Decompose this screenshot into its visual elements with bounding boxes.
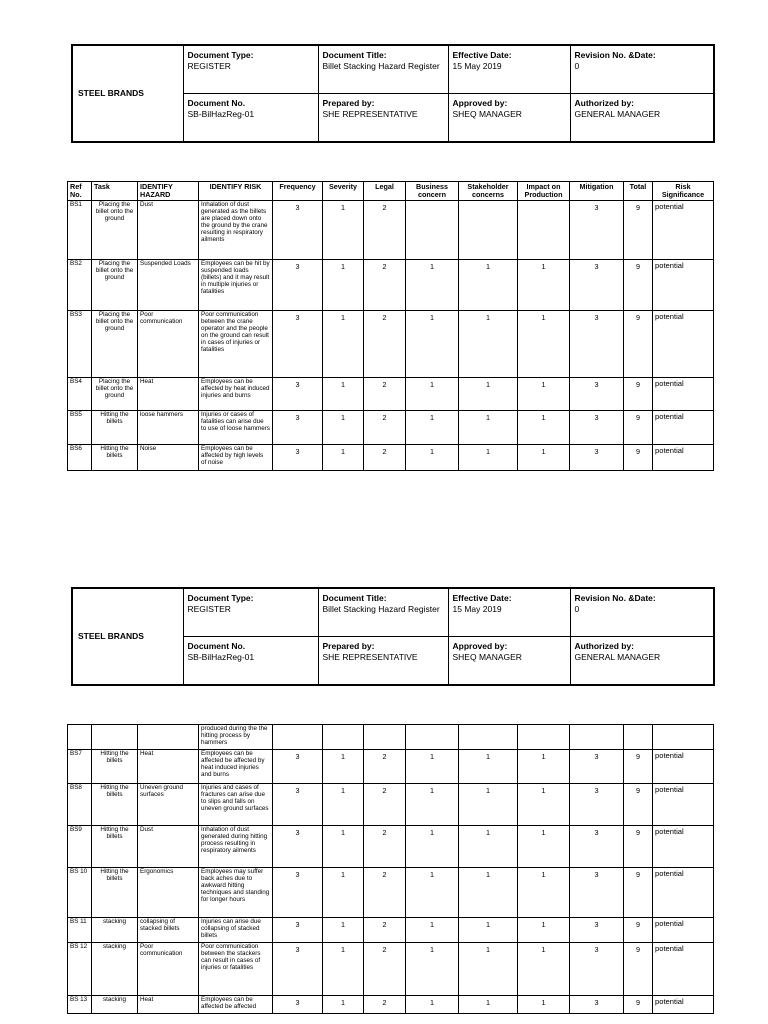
- frequency-cell: 3: [273, 784, 323, 826]
- business-concern-cell: 1: [406, 826, 459, 868]
- risk-cell: Injuries can arise due collapsing of stacked billets: [199, 918, 273, 943]
- col-header: Severity: [323, 182, 364, 201]
- col-header: Frequency: [273, 182, 323, 201]
- legal-cell: 2: [364, 996, 406, 1014]
- impact-cell: 1: [518, 918, 570, 943]
- hazard-cell: collapsing of stacked billets: [138, 918, 199, 943]
- legal-cell: 2: [364, 411, 406, 445]
- document-header-1: [71, 44, 715, 143]
- business-concern-cell: 1: [406, 445, 459, 471]
- mitigation-cell: 3: [570, 201, 624, 260]
- task-cell: stacking: [92, 918, 138, 943]
- total-cell: 9: [624, 826, 653, 868]
- document-header-2: [71, 587, 715, 686]
- col-header: Business concern: [406, 182, 459, 201]
- col-header: Risk Significance: [653, 182, 714, 201]
- severity-cell: 1: [323, 378, 364, 411]
- table-row: [68, 918, 714, 943]
- frequency-cell: 3: [273, 378, 323, 411]
- task-cell: Placing the billet onto the ground: [92, 201, 138, 260]
- frequency-cell: 3: [273, 943, 323, 996]
- risk-cell: Employees can be affected by heat induced injuries and burns: [199, 378, 273, 411]
- severity-cell: 1: [323, 445, 364, 471]
- risk-significance-cell: potential: [653, 378, 714, 411]
- ref-cell: BS7: [68, 750, 92, 784]
- impact-cell: 1: [518, 311, 570, 378]
- frequency-cell: 3: [273, 826, 323, 868]
- mitigation-cell: 3: [570, 378, 624, 411]
- mitigation-cell: 3: [570, 868, 624, 918]
- hazard-cell: Uneven ground surfaces: [138, 784, 199, 826]
- hazard-cell: Heat: [138, 378, 199, 411]
- ref-cell: BS 13: [68, 996, 92, 1014]
- ref-cell: BS 11: [68, 918, 92, 943]
- legal-cell: 2: [364, 826, 406, 868]
- ref-cell: BS8: [68, 784, 92, 826]
- stakeholder-cell: 1: [459, 378, 518, 411]
- business-concern-cell: 1: [406, 784, 459, 826]
- risk-significance-cell: potential: [653, 411, 714, 445]
- business-concern-cell: 1: [406, 918, 459, 943]
- hazard-cell: Poor communication: [138, 943, 199, 996]
- business-concern-cell: [406, 201, 459, 260]
- total-cell: 9: [624, 260, 653, 311]
- impact-cell: 1: [518, 378, 570, 411]
- table-row: [68, 868, 714, 918]
- stakeholder-cell: 1: [459, 996, 518, 1014]
- ref-cell: BS 12: [68, 943, 92, 996]
- mitigation-cell: 3: [570, 918, 624, 943]
- col-header: Ref No.: [68, 182, 92, 201]
- severity-cell: 1: [323, 311, 364, 378]
- task-cell: stacking: [92, 943, 138, 996]
- severity-cell: 1: [323, 411, 364, 445]
- col-header: IDENTIFY RISK: [199, 182, 273, 201]
- mitigation-cell: 3: [570, 784, 624, 826]
- table-row: [68, 260, 714, 311]
- ref-cell: BS6: [68, 445, 92, 471]
- business-concern-cell: 1: [406, 311, 459, 378]
- mitigation-cell: 3: [570, 411, 624, 445]
- stakeholder-cell: 1: [459, 411, 518, 445]
- ref-cell: BS9: [68, 826, 92, 868]
- frequency-cell: 3: [273, 996, 323, 1014]
- risk-cell: Employees can be affected be affected by heat induced injuries and burns: [199, 750, 273, 784]
- task-cell: Hitting the billets: [92, 750, 138, 784]
- effective-date-cell: Effective Date: 15 May 2019: [448, 45, 570, 94]
- severity-cell: 1: [323, 260, 364, 311]
- frequency-cell: 3: [273, 750, 323, 784]
- legal-cell: 2: [364, 918, 406, 943]
- table-row: [68, 311, 714, 378]
- business-concern-cell: 1: [406, 750, 459, 784]
- risk-cell: Inhalation of dust generated during hitting process resulting in respiratory ailments: [199, 826, 273, 868]
- stakeholder-cell: 1: [459, 260, 518, 311]
- task-cell: Placing the billet onto the ground: [92, 311, 138, 378]
- ref-cell: BS3: [68, 311, 92, 378]
- mitigation-cell: 3: [570, 826, 624, 868]
- impact-cell: 1: [518, 784, 570, 826]
- authorized-cell: Authorized by: GENERAL MANAGER: [570, 94, 714, 143]
- business-concern-cell: 1: [406, 943, 459, 996]
- risk-significance-cell: potential: [653, 784, 714, 826]
- total-cell: 9: [624, 784, 653, 826]
- stakeholder-cell: 1: [459, 784, 518, 826]
- table-row: [68, 445, 714, 471]
- table-row: [68, 411, 714, 445]
- doc-type-cell: Document Type: REGISTER: [183, 588, 318, 637]
- col-header: Mitigation: [570, 182, 624, 201]
- severity-cell: 1: [323, 996, 364, 1014]
- legal-cell: 2: [364, 201, 406, 260]
- risk-significance-cell: potential: [653, 868, 714, 918]
- total-cell: 9: [624, 918, 653, 943]
- risk-cell: Poor communication between the stackers can result in cases of injuries or fatalities: [199, 943, 273, 996]
- task-cell: Hitting the billets: [92, 445, 138, 471]
- table-row: [68, 750, 714, 784]
- risk-significance-cell: potential: [653, 201, 714, 260]
- business-concern-cell: 1: [406, 411, 459, 445]
- table-row: [68, 201, 714, 260]
- col-header: Total: [624, 182, 653, 201]
- risk-cell: Employees can be affected by high levels of noise: [199, 445, 273, 471]
- risk-significance-cell: potential: [653, 826, 714, 868]
- col-header: IDENTIFY HAZARD: [138, 182, 199, 201]
- task-cell: Placing the billet onto the ground: [92, 260, 138, 311]
- stakeholder-cell: 1: [459, 943, 518, 996]
- impact-cell: 1: [518, 260, 570, 311]
- revision-cell: Revision No. &Date: 0: [570, 588, 714, 637]
- legal-cell: 2: [364, 378, 406, 411]
- impact-cell: 1: [518, 750, 570, 784]
- total-cell: 9: [624, 378, 653, 411]
- risk-cell: Inhalation of dust generated as the billets are placed down onto the ground by the crane resulting in respiratory ailments: [199, 201, 273, 260]
- legal-cell: 2: [364, 943, 406, 996]
- legal-cell: 2: [364, 784, 406, 826]
- prepared-cell: Prepared by: SHE REPRESENTATIVE: [318, 637, 448, 686]
- risk-significance-cell: potential: [653, 260, 714, 311]
- frequency-cell: 3: [273, 868, 323, 918]
- impact-cell: 1: [518, 943, 570, 996]
- table-row: [68, 784, 714, 826]
- task-cell: Placing the billet onto the ground: [92, 378, 138, 411]
- col-header: Legal: [364, 182, 406, 201]
- severity-cell: 1: [323, 918, 364, 943]
- total-cell: 9: [624, 996, 653, 1014]
- table-row: [68, 378, 714, 411]
- risk-cell: Employees can be affected be affected: [199, 996, 273, 1014]
- total-cell: 9: [624, 445, 653, 471]
- effective-date-cell: Effective Date: 15 May 2019: [448, 588, 570, 637]
- risk-cell: Employees may suffer back aches due to awkward hitting techniques and standing for longer hours: [199, 868, 273, 918]
- stakeholder-cell: 1: [459, 918, 518, 943]
- table-row: [68, 943, 714, 996]
- stakeholder-cell: 1: [459, 868, 518, 918]
- hazard-register-table-2: [67, 724, 714, 1014]
- frequency-cell: 3: [273, 918, 323, 943]
- total-cell: 9: [624, 943, 653, 996]
- doc-no-cell: Document No. SB-BilHazReg-01: [183, 94, 318, 143]
- hazard-cell: Noise: [138, 445, 199, 471]
- impact-cell: 1: [518, 868, 570, 918]
- table-row-continuation: [68, 725, 714, 750]
- total-cell: 9: [624, 868, 653, 918]
- risk-significance-cell: potential: [653, 750, 714, 784]
- mitigation-cell: 3: [570, 996, 624, 1014]
- hazard-register-table-1: [67, 181, 714, 471]
- risk-significance-cell: potential: [653, 996, 714, 1014]
- mitigation-cell: 3: [570, 445, 624, 471]
- frequency-cell: 3: [273, 260, 323, 311]
- stakeholder-cell: 1: [459, 826, 518, 868]
- severity-cell: 1: [323, 784, 364, 826]
- company-name: STEEL BRANDS: [72, 45, 183, 142]
- approved-cell: Approved by: SHEQ MANAGER: [448, 94, 570, 143]
- task-cell: stacking: [92, 996, 138, 1014]
- severity-cell: 1: [323, 943, 364, 996]
- ref-cell: BS2: [68, 260, 92, 311]
- impact-cell: 1: [518, 826, 570, 868]
- ref-cell: BS 10: [68, 868, 92, 918]
- impact-cell: 1: [518, 445, 570, 471]
- prepared-cell: Prepared by: SHE REPRESENTATIVE: [318, 94, 448, 143]
- hazard-cell: Heat: [138, 996, 199, 1014]
- total-cell: 9: [624, 750, 653, 784]
- frequency-cell: 3: [273, 411, 323, 445]
- table-row: [68, 996, 714, 1014]
- total-cell: 9: [624, 411, 653, 445]
- task-cell: Hitting the billets: [92, 784, 138, 826]
- legal-cell: 2: [364, 868, 406, 918]
- task-cell: Hitting the billets: [92, 826, 138, 868]
- ref-cell: BS1: [68, 201, 92, 260]
- risk-cell: Poor communication between the crane operator and the people on the ground can result in cases of injuries or fatalities: [199, 311, 273, 378]
- mitigation-cell: 3: [570, 260, 624, 311]
- severity-cell: 1: [323, 826, 364, 868]
- table-header-row: [68, 182, 714, 201]
- hazard-cell: Dust: [138, 201, 199, 260]
- task-cell: Hitting the billets: [92, 411, 138, 445]
- risk-cell: Injuries and cases of fractures can arise due to slips and falls on uneven ground surfaces: [199, 784, 273, 826]
- stakeholder-cell: [459, 201, 518, 260]
- legal-cell: 2: [364, 260, 406, 311]
- table-row: [68, 826, 714, 868]
- doc-title-cell: Document Title: Billet Stacking Hazard Register: [318, 45, 448, 94]
- hazard-cell: Suspended Loads: [138, 260, 199, 311]
- mitigation-cell: 3: [570, 750, 624, 784]
- total-cell: 9: [624, 311, 653, 378]
- business-concern-cell: 1: [406, 378, 459, 411]
- mitigation-cell: 3: [570, 943, 624, 996]
- stakeholder-cell: 1: [459, 445, 518, 471]
- severity-cell: 1: [323, 201, 364, 260]
- severity-cell: 1: [323, 868, 364, 918]
- risk-cell: produced during the the hitting process by hammers: [199, 725, 273, 750]
- doc-type-cell: Document Type: REGISTER: [183, 45, 318, 94]
- company-name: STEEL BRANDS: [72, 588, 183, 685]
- frequency-cell: 3: [273, 311, 323, 378]
- impact-cell: [518, 201, 570, 260]
- hazard-cell: Dust: [138, 826, 199, 868]
- legal-cell: 2: [364, 750, 406, 784]
- hazard-cell: loose hammers: [138, 411, 199, 445]
- doc-title-cell: Document Title: Billet Stacking Hazard Register: [318, 588, 448, 637]
- frequency-cell: 3: [273, 445, 323, 471]
- stakeholder-cell: 1: [459, 750, 518, 784]
- business-concern-cell: 1: [406, 868, 459, 918]
- severity-cell: 1: [323, 750, 364, 784]
- doc-no-cell: Document No. SB-BilHazReg-01: [183, 637, 318, 686]
- risk-significance-cell: potential: [653, 445, 714, 471]
- frequency-cell: 3: [273, 201, 323, 260]
- ref-cell: BS4: [68, 378, 92, 411]
- col-header: Task: [92, 182, 138, 201]
- hazard-cell: Ergonomics: [138, 868, 199, 918]
- impact-cell: 1: [518, 996, 570, 1014]
- risk-significance-cell: potential: [653, 918, 714, 943]
- legal-cell: 2: [364, 311, 406, 378]
- col-header: Stakeholder concerns: [459, 182, 518, 201]
- hazard-cell: Poor communication: [138, 311, 199, 378]
- stakeholder-cell: 1: [459, 311, 518, 378]
- risk-significance-cell: potential: [653, 311, 714, 378]
- authorized-cell: Authorized by: GENERAL MANAGER: [570, 637, 714, 686]
- impact-cell: 1: [518, 411, 570, 445]
- col-header: Impact on Production: [518, 182, 570, 201]
- total-cell: 9: [624, 201, 653, 260]
- risk-cell: Employees can be hit by suspended loads (billets) and it may result in multiple injuries or fatalities: [199, 260, 273, 311]
- risk-cell: Injuries or cases of fatalities can arise due to use of loose hammers: [199, 411, 273, 445]
- risk-significance-cell: potential: [653, 943, 714, 996]
- business-concern-cell: 1: [406, 260, 459, 311]
- approved-cell: Approved by: SHEQ MANAGER: [448, 637, 570, 686]
- business-concern-cell: 1: [406, 996, 459, 1014]
- mitigation-cell: 3: [570, 311, 624, 378]
- hazard-cell: Heat: [138, 750, 199, 784]
- legal-cell: 2: [364, 445, 406, 471]
- revision-cell: Revision No. &Date: 0: [570, 45, 714, 94]
- task-cell: Hitting the billets: [92, 868, 138, 918]
- ref-cell: BS5: [68, 411, 92, 445]
